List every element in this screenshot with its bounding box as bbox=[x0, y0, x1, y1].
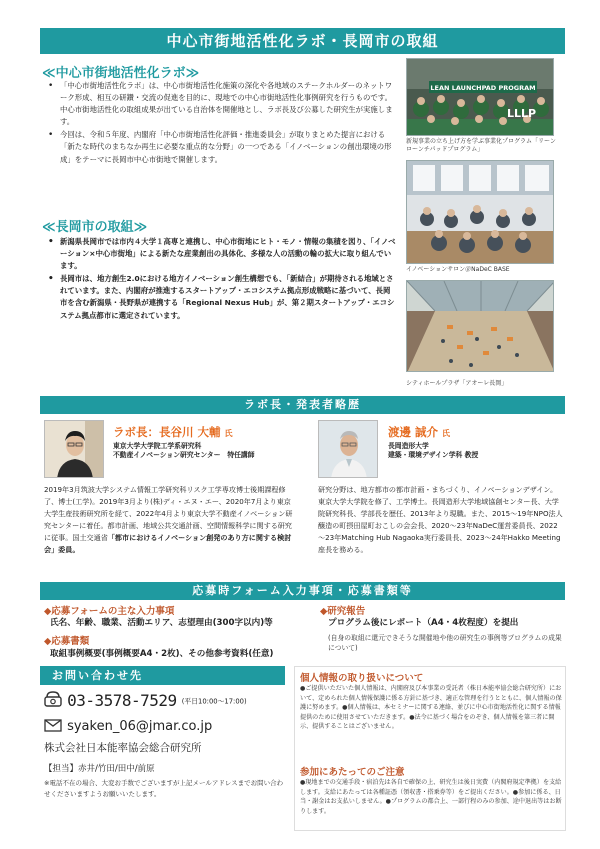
participation-text: ●現地までの交通手段・宿泊先は各自で確保の上、研究生は後日実費（内閣府規定準拠）を支給します。支給にあたっては各種証憑（領収書・搭乗券等）をご提出ください。●参加に係る、日当・謝金はお支払いしません。●プログラムの都合上、一部行程のみの参加、途中退出等はお断りします。 bbox=[300, 779, 562, 815]
contact-email[interactable]: syaken_06@jmar.co.jp bbox=[67, 719, 213, 734]
report-heading: ◆研究報告 bbox=[320, 606, 366, 617]
nagaoka-bullet-1: • 新潟県長岡市では市内４大学１高専と連携し、中心市街地にヒト・モノ・情報の集積を図り、「イノベーション×中心市街地」による新たな産業創出の具体化、多様な人の活動の輪の拡大に取り組んでいます。 bbox=[46, 236, 396, 272]
profiles-title: ラボ長・発表者略歴 bbox=[244, 398, 361, 411]
contact-staff: 【担当】赤井/竹田/田中/前原 bbox=[44, 764, 155, 774]
report-text: プログラム後にレポート（A4・4枚程度）を提出 bbox=[328, 618, 519, 628]
profiles-band bbox=[40, 396, 565, 414]
privacy-heading: 個人情報の取り扱いについて bbox=[300, 673, 424, 684]
docs-text: 取組事例概要(事例概要A4・2枚)、その他参考資料(任意) bbox=[50, 649, 274, 659]
person1-bio-em: 「都市におけるイノベーション創発のあり方に関する検討会」委員。 bbox=[44, 533, 292, 554]
person1-affiliation-line-1: 東京大学大学院工学系研究科 bbox=[113, 442, 202, 450]
contact-org: 株式会社日本能率協会総合研究所 bbox=[44, 742, 202, 754]
docs-heading: ◆応募書類 bbox=[44, 636, 90, 647]
person1-honorific: 氏 bbox=[224, 429, 233, 438]
person1-name-line bbox=[113, 424, 233, 440]
photo-innovation-salon bbox=[406, 160, 554, 264]
lab-bullet-1: • 「中心市街地活性化ラボ」は、中心市街地活性化施策の深化や各地域のステークホルダーのネットワーク形成、相互の研鑽・交流の促進を目的に、現地での中心市街地活性化事例研究を行うものです。中心市街地活性化の取組成果が出ている自治体を開催地とし、ラボ長及び公募した研究生が実施します。 bbox=[46, 80, 396, 128]
privacy-text: ●ご提供いただいた個人情報は、内閣府及び本事業の受託者（株日本能率協会総合研究所）において、定められた個人情報保護に係る方針に基づき、適正な管理を行うとともに、個人情報の保護に努めます。●個人情報は、本セミナーに関する連絡、並びに中心市街地活性化に関する情報提供のために使用させていただきます。●法令に基づく場合をのぞき、個人情報を第三者に開示、提供することはございません。 bbox=[300, 685, 562, 731]
contact-band bbox=[40, 666, 285, 685]
photo-caption-2: イノベーションサロン＠NaDeC BASE bbox=[406, 266, 510, 273]
lab-bullets bbox=[46, 80, 396, 167]
lab-bullet-2: • 今回は、令和５年度、内閣府「中心市街地活性化評価・推進委員会」が取りまとめた提言における「新たな時代のまちなか再生に必要な重点的な分野」の一つである「イノベーションの創出環境の形成」をテーマに長岡市中心市街地で開催します。 bbox=[46, 129, 396, 165]
phone-icon bbox=[44, 691, 62, 711]
application-band bbox=[40, 582, 565, 600]
svg-text:LLLP: LLLP bbox=[507, 107, 537, 120]
mail-icon bbox=[44, 717, 62, 736]
person1-name: 長谷川 大輔 bbox=[159, 425, 221, 439]
photo-caption-1: 新規事業の立ち上げ方を学ぶ事業化プログラム「リーンローンチパッドプログラム」 bbox=[406, 138, 556, 153]
photo-aore-nagaoka bbox=[406, 280, 554, 372]
contact-phone-hours: (平日10:00～17:00) bbox=[181, 697, 247, 706]
report-note: (自身の取組に還元できそうな開催地や他の研究生の事例等プログラムの成果について) bbox=[328, 634, 562, 652]
person1-bio bbox=[44, 484, 294, 556]
contact-phone[interactable]: 03-3578-7529 bbox=[67, 691, 177, 710]
photo-sign-text: LEAN LAUNCHPAD PROGRAM bbox=[430, 84, 536, 92]
person2-honorific: 氏 bbox=[442, 429, 451, 438]
main-title: 中心市街地活性化ラボ・長岡市の取組 bbox=[166, 32, 439, 50]
contact-title: お問い合わせ先 bbox=[52, 669, 143, 682]
photo-lean-launchpad bbox=[406, 58, 554, 136]
nagaoka-bullet-2: • 長岡市は、地方創生2.0における地方イノベーション創生構想でも、「新結合」が期待される地域とされています。また、内閣府が推進するスタートアップ・エコシステム拠点形成戦略に基づいて、長岡市を含む新潟県・長野県が連携する「Regional Nexus Hub」が、第２期スタートアップ・エコシステム拠点都市に選定されています。 bbox=[46, 273, 396, 321]
person1-role: ラボ長： bbox=[113, 425, 159, 439]
person2-affiliation bbox=[388, 442, 478, 460]
portrait-hasegawa bbox=[44, 420, 104, 478]
contact-email-line bbox=[44, 716, 212, 736]
nagaoka-heading: ≪長岡市の取組≫ bbox=[42, 220, 148, 235]
portrait-watanabe bbox=[318, 420, 378, 478]
person2-bio: 研究分野は、地方都市の都市計画・まちづくり、イノベーションデザイン。東京大学大学院を修了、工学博士。長岡造形大学地域協創センター長、大学院研究科長、学部長を歴任、2013年より現職。また、2015～19年NPO法人醸造の町摂田屋町おこしの会会長、2020～23年NaDeC運営委員長、2022～23年Matching Hub Nagaoka実行委員長、2023～24年Hakko Meeting座長を務める。 bbox=[318, 485, 563, 554]
person1-affiliation bbox=[113, 442, 255, 460]
photo-caption-3: シティホールプラザ「アオーレ長岡」 bbox=[406, 380, 508, 387]
person1-affiliation-line-2: 不動産イノベーション研究センター 特任講師 bbox=[113, 451, 255, 459]
nagaoka-bullets bbox=[46, 236, 396, 323]
person2-name: 渡邊 誠介 bbox=[388, 425, 439, 439]
participation-heading: 参加にあたってのご注意 bbox=[300, 767, 405, 778]
lab-heading: ≪中心市街地活性化ラボ≫ bbox=[42, 66, 200, 81]
person2-affiliation-line-2: 建築・環境デザイン学科 教授 bbox=[388, 451, 479, 459]
person1-bio-text: 2019年3月筑波大学システム情報工学研究科リスク工学専攻博士後期課程修了、博士(工学)。2019年3月より(株)ディ・エヌ・エー、2020年7月より東京大学生産技術研究所を経て、2022年4月より東京大学不動産イノベーション研究センターに着任。都市計画、地域公共交通計画、空間情報科学に関する研究に従事。国土交通省 bbox=[44, 485, 293, 542]
form-text: 氏名、年齢、職業、活動エリア、志望理由(300字以内)等 bbox=[50, 618, 273, 628]
contact-phone-line bbox=[44, 690, 247, 711]
form-heading: ◆応募フォームの主な入力事項 bbox=[44, 606, 175, 617]
contact-note: ※電話不在の場合、大変お手数でございますが上記メールアドレスまでお問い合わせくださいますようお願いいたします。 bbox=[44, 779, 284, 798]
application-title: 応募時フォーム入力事項・応募書類等 bbox=[192, 584, 413, 597]
main-title-band bbox=[40, 28, 565, 54]
person2-affiliation-line-1: 長岡造形大学 bbox=[388, 442, 429, 450]
person2-name-line bbox=[388, 424, 450, 440]
